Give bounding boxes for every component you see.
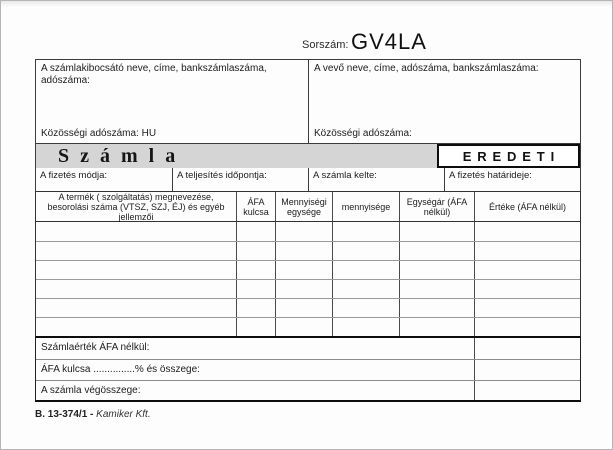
buyer-label: A vevő neve, címe, adószáma, bankszámlaszáma: (314, 63, 539, 74)
summary-row-vat (36, 359, 580, 380)
issuer-label: A számlakibocsátó neve, címe, bankszámlaszáma, adószáma: (41, 63, 267, 86)
summary-value-cell (474, 360, 580, 380)
page-edge-shading (1, 1, 612, 7)
footer-printer-name: Kamiker Kft. (96, 409, 151, 420)
column-header-unit-price: Egységár (ÁFA nélkül) (399, 192, 474, 221)
table-cell (474, 222, 580, 241)
buyer-box (308, 60, 580, 143)
table-cell (275, 299, 332, 317)
copy-type-box (437, 144, 580, 168)
table-cell (236, 280, 275, 298)
table-cell (36, 242, 236, 260)
fulfillment-date-cell: A teljesítés időpontja: (172, 168, 308, 191)
form-footer (35, 409, 151, 420)
items-table-header (36, 192, 580, 222)
summary-label: ÁFA kulcsa ...............% és összege: (41, 364, 200, 375)
table-cell (275, 261, 332, 279)
table-cell (399, 299, 474, 317)
table-cell (474, 318, 580, 336)
table-row (36, 298, 580, 317)
table-row (36, 317, 580, 336)
table-cell (236, 318, 275, 336)
table-cell (236, 222, 275, 241)
summary-value-cell (474, 338, 580, 359)
table-cell (36, 280, 236, 298)
column-header-unit: Mennyiségi egysége (275, 192, 332, 221)
table-cell (399, 261, 474, 279)
invoice-date-cell: A számla kelte: (308, 168, 444, 191)
table-cell (275, 318, 332, 336)
table-cell (474, 261, 580, 279)
table-row (36, 279, 580, 298)
table-cell (399, 318, 474, 336)
table-cell (474, 280, 580, 298)
footer-form-code: B. 13-374/1 - (35, 409, 94, 420)
payment-deadline-cell: A fizetés határideje: (444, 168, 580, 191)
table-cell (399, 242, 474, 260)
table-cell (236, 299, 275, 317)
serial-number: GV4LA (351, 29, 427, 54)
summary-label: Számlaérték ÁFA nélkül: (41, 342, 150, 353)
table-cell (332, 280, 399, 298)
table-cell (332, 261, 399, 279)
title-banner (36, 144, 437, 168)
summary-section (35, 336, 581, 402)
summary-row-net-value (36, 338, 580, 359)
table-cell (236, 242, 275, 260)
table-cell (36, 222, 236, 241)
title-banner-row (35, 143, 581, 168)
summary-value-cell (474, 381, 580, 400)
meta-row (35, 167, 581, 192)
items-table-body (36, 222, 580, 336)
table-row (36, 222, 580, 241)
column-header-product: A termék ( szolgáltatás) megnevezése, besorolási száma (VTSZ, SZJ, ÉJ) és egyéb jellemzői (47, 191, 225, 222)
payment-method-cell: A fizetés módja: (40, 170, 108, 181)
table-cell (275, 280, 332, 298)
issuer-eu-vat-label: Közösségi adószáma: HU (41, 128, 157, 139)
issuer-box (36, 60, 308, 143)
document-title: Számla (58, 144, 187, 167)
serial-label: Sorszám: (302, 39, 349, 51)
column-header-quantity: mennyisége (332, 192, 399, 221)
summary-row-grand-total (36, 380, 580, 400)
column-header-value: Értéke (ÁFA nélkül) (474, 192, 580, 221)
table-cell (332, 318, 399, 336)
copy-type-label: EREDETI (462, 148, 561, 164)
table-cell (332, 299, 399, 317)
invoice-form (35, 59, 581, 402)
buyer-eu-vat-label: Közösségi adószáma: (314, 128, 412, 139)
table-cell (275, 242, 332, 260)
table-cell (332, 222, 399, 241)
table-cell (236, 261, 275, 279)
items-table (35, 191, 581, 337)
summary-label: A számla végösszege: (41, 385, 141, 396)
table-cell (399, 280, 474, 298)
parties-row (35, 59, 581, 144)
table-cell (332, 242, 399, 260)
table-cell (474, 299, 580, 317)
table-row (36, 260, 580, 279)
table-cell (36, 299, 236, 317)
table-row (36, 241, 580, 260)
table-cell (275, 222, 332, 241)
table-cell (36, 318, 236, 336)
column-header-vat-rate: ÁFA kulcsa (236, 192, 275, 221)
table-cell (36, 261, 236, 279)
table-cell (474, 242, 580, 260)
table-cell (399, 222, 474, 241)
